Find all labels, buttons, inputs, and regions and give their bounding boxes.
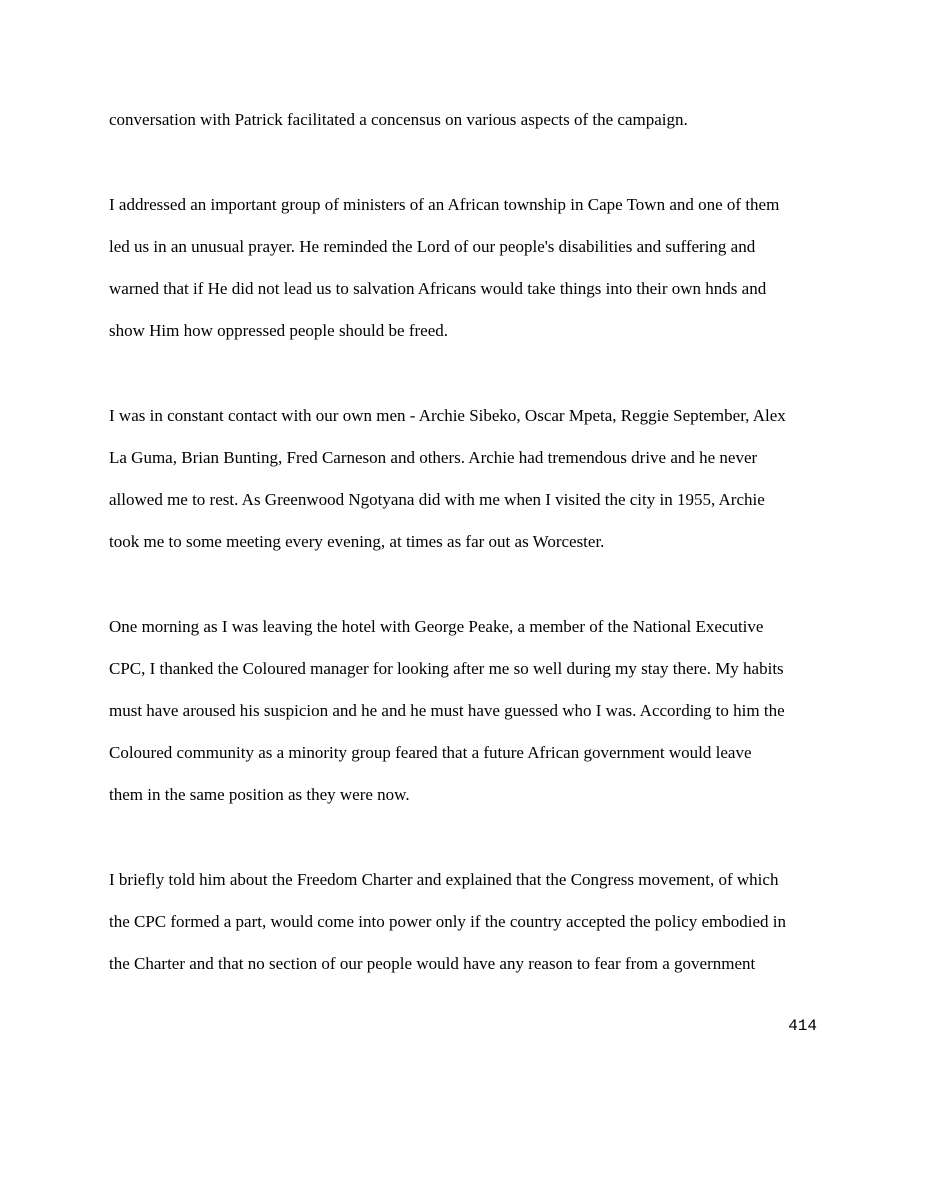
text-line: allowed me to rest. As Greenwood Ngotyana did with me when I visited the city in 1955, Archie [109, 490, 765, 509]
text-line: I addressed an important group of ministers of an African township in Cape Town and one of them [109, 195, 780, 214]
text-line: One morning as I was leaving the hotel with George Peake, a member of the National Executive [109, 617, 764, 636]
text-line: led us in an unusual prayer. He reminded the Lord of our people's disabilities and suffering and [109, 237, 756, 256]
text-line: La Guma, Brian Bunting, Fred Carneson and others. Archie had tremendous drive and he never [109, 448, 758, 467]
text-line: CPC, I thanked the Coloured manager for looking after me so well during my stay there. My habits [109, 659, 784, 678]
text-line: the Charter and that no section of our people would have any reason to fear from a government [109, 954, 756, 973]
text-line: conversation with Patrick facilitated a concensus on various aspects of the campaign. [109, 110, 688, 129]
text-line: the CPC formed a part, would come into power only if the country accepted the policy embodied in [109, 912, 786, 931]
text-line: Coloured community as a minority group feared that a future African government would leave [109, 743, 752, 762]
text-line: took me to some meeting every evening, at times as far out as Worcester. [109, 532, 605, 551]
text-line: I was in constant contact with our own men - Archie Sibeko, Oscar Mpeta, Reggie September, Alex [109, 406, 786, 425]
text-line: warned that if He did not lead us to salvation Africans would take things into their own hnds and [109, 279, 767, 298]
text-line: must have aroused his suspicion and he and he must have guessed who I was. According to him the [109, 701, 785, 720]
text-line: them in the same position as they were now. [109, 785, 410, 804]
page-number: 414 [788, 1017, 817, 1035]
text-line: show Him how oppressed people should be freed. [109, 321, 448, 340]
text-line: I briefly told him about the Freedom Charter and explained that the Congress movement, of which [109, 870, 779, 889]
